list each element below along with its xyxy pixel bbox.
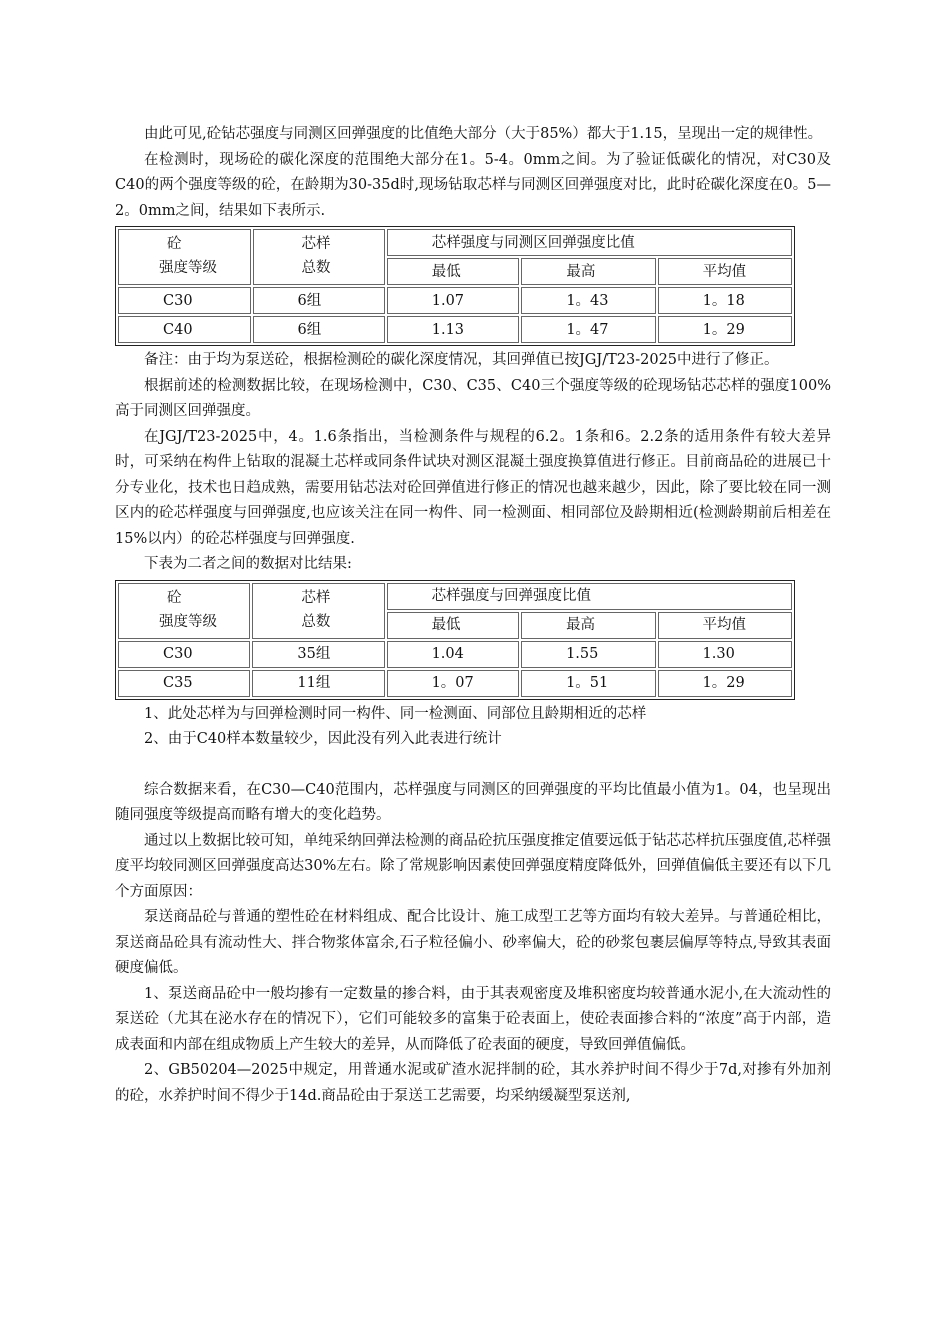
paragraph: 泵送商品砼与普通的塑性砼在材料组成、配合比设计、施工成型工艺等方面均有较大差异。与普通砼相比，泵送商品砼具有流动性大、拌合物浆体富余,石子粒径偏小、砂率偏大，砼的砂浆包裹层偏厚等特点,导致其表面硬度偏低。 xyxy=(115,909,831,976)
header-max: 最高 xyxy=(521,258,655,285)
paragraph: 由此可见,砼钻芯强度与同测区回弹强度的比值绝大部分（大于85%）都大于1.15，呈现出一定的规律性。 xyxy=(144,126,823,142)
table-core-ratio-low-carbonation xyxy=(115,226,795,346)
header-max: 最高 xyxy=(521,612,655,639)
header-count-line1: 芯样 xyxy=(301,236,331,252)
cell-min: 1。07 xyxy=(387,670,520,697)
header-count-line1: 芯样 xyxy=(301,589,331,606)
header-count xyxy=(253,229,385,285)
spacer xyxy=(115,753,831,778)
paragraph: 下表为二者之间的数据对比结果: xyxy=(144,556,352,572)
cell-count: 6组 xyxy=(253,287,385,314)
header-count-line2: 总数 xyxy=(301,260,331,276)
cell-grade: C40 xyxy=(118,316,251,343)
table-row xyxy=(118,670,792,697)
header-grade-line1: 砼 xyxy=(167,589,182,606)
paragraph: 综合数据来看，在C30—C40范围内，芯样强度与同测区的回弹强度的平均比值最小值为1。04，也呈现出随同强度等级提高而略有增大的变化趋势。 xyxy=(115,781,831,823)
header-ratio: 芯样强度与回弹强度比值 xyxy=(387,583,792,610)
cell-count: 35组 xyxy=(252,641,384,668)
paragraph: 通过以上数据比较可知，单纯采纳回弹法检测的商品砼抗压强度推定值要远低于钻芯芯样抗压强度值,芯样强度平均较同测区回弹强度高达30%左右。除了常规影响因素使回弹强度精度降低外，回弹值偏低主要还有以下几个方面原因： xyxy=(115,832,831,900)
cell-avg: 1。29 xyxy=(658,670,792,697)
header-min: 最低 xyxy=(387,612,520,639)
cell-max: 1.55 xyxy=(521,641,655,668)
cell-avg: 1。18 xyxy=(658,287,792,314)
cell-grade: C35 xyxy=(118,670,250,697)
header-grade xyxy=(118,583,250,639)
cell-avg: 1。29 xyxy=(658,316,792,343)
header-grade xyxy=(118,229,251,285)
header-grade-line2: 强度等级 xyxy=(159,613,217,630)
document-page xyxy=(115,122,831,1109)
header-ratio: 芯样强度与同测区回弹强度比值 xyxy=(387,229,792,256)
paragraph: 在检测时，现场砼的碳化深度的范围绝大部分在1。5-4。0mm之间。为了验证低碳化的情况，对C30及C40的两个强度等级的砼，在龄期为30-35d时,现场钻取芯样与同测区回弹强度对比，此时砼碳化深度在0。5—2。0mm之间，结果如下表所示. xyxy=(115,151,831,219)
cell-max: 1。51 xyxy=(521,670,655,697)
cell-grade: C30 xyxy=(118,287,251,314)
header-avg: 平均值 xyxy=(658,258,792,285)
header-min: 最低 xyxy=(387,258,520,285)
paragraph: 备注：由于均为泵送砼，根据检测砼的碳化深度情况，其回弹值已按JGJ/T23-2025中进行了修正。 xyxy=(144,352,779,368)
cell-min: 1.07 xyxy=(387,287,520,314)
paragraph: 1、泵送商品砼中一般均掺有一定数量的掺合料，由于其表观密度及堆积密度均较普通水泥小,在大流动性的泵送砼（尤其在泌水存在的情况下），它们可能较多的富集于砼表面上，使砼表面掺合料的“浓度”高于内部，造成表面和内部在组成物质上产生较大的差异，从而降低了砼表面的硬度，导致回弹值偏低。 xyxy=(115,985,831,1053)
cell-max: 1。47 xyxy=(521,316,655,343)
cell-min: 1.04 xyxy=(387,641,520,668)
paragraph: 2、GB50204—2025中规定，用普通水泥或矿渣水泥拌制的砼，其水养护时间不得少于7d,对掺有外加剂的砼，水养护时间不得少于14d.商品砼由于泵送工艺需要，均采纳缓凝型泵送剂, xyxy=(115,1062,831,1104)
paragraph: 根据前述的检测数据比较，在现场检测中，C30、C35、C40三个强度等级的砼现场钻芯芯样的强度100%高于同测区回弹强度。 xyxy=(115,377,831,419)
table-row xyxy=(118,316,792,343)
table-core-ratio-comparison xyxy=(115,580,795,700)
cell-avg: 1.30 xyxy=(658,641,792,668)
cell-count: 11组 xyxy=(252,670,384,697)
table-row xyxy=(118,287,792,314)
note-item: 1、此处芯样为与回弹检测时同一构件、同一检测面、同部位且龄期相近的芯样 xyxy=(144,705,647,722)
table-row xyxy=(118,641,792,668)
header-avg: 平均值 xyxy=(658,612,792,639)
cell-grade: C30 xyxy=(118,641,250,668)
cell-min: 1.13 xyxy=(387,316,520,343)
paragraph: 在JGJ/T23-2025中，4。1.6条指出，当检测条件与规程的6.2。1条和6。2.2条的适用条件有较大差异时，可采纳在构件上钻取的混凝土芯样或同条件试块对测区混凝土强度换算值进行修正。目前商品砼的进展已十分专业化，技术也日趋成熟，需要用钻芯法对砼回弹值进行修正的情况也越来越少，因此，除了要比较在同一测区内的砼芯样强度与回弹强度,也应该关注在同一构件、同一检测面、相同部位及龄期相近(检测龄期前后相差在15%以内）的砼芯样强度与回弹强度. xyxy=(115,428,831,547)
cell-count: 6组 xyxy=(253,316,385,343)
header-grade-line2: 强度等级 xyxy=(159,260,217,276)
cell-max: 1。43 xyxy=(521,287,655,314)
header-count-line2: 总数 xyxy=(301,613,331,630)
note-item: 2、由于C40样本数量较少，因此没有列入此表进行统计 xyxy=(144,731,502,747)
header-count xyxy=(252,583,384,639)
header-grade-line1: 砼 xyxy=(167,236,182,252)
